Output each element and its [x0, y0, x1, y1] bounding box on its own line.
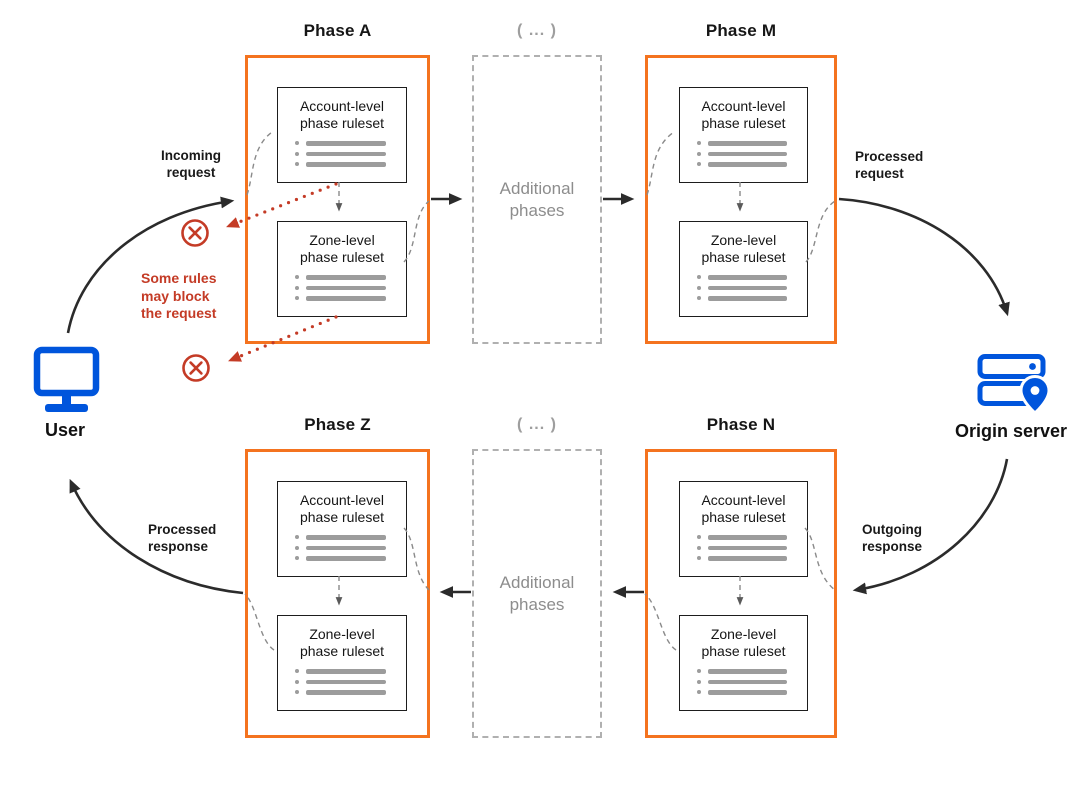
processed-request-label — [855, 148, 947, 182]
ruleset-title-line1: Account-level — [299, 492, 385, 508]
phase-n-box — [645, 449, 837, 738]
additional-phases-label: Additional phases — [499, 572, 575, 614]
rule-bar — [306, 546, 386, 551]
phase-z-title: Phase Z — [304, 415, 371, 434]
rule-bar — [306, 141, 386, 146]
rule-list — [278, 141, 406, 167]
rule-item — [697, 669, 787, 674]
ruleset-title-line1: Zone-level — [710, 626, 777, 642]
rule-list — [680, 275, 807, 301]
additional-phases-ellipsis-top: ( ... ) — [517, 22, 557, 39]
circle-x-icon — [183, 221, 208, 246]
bullet-icon — [295, 141, 299, 145]
bullet-icon — [697, 286, 701, 290]
rule-bar — [306, 162, 386, 167]
ruleset-title-line2: phase ruleset — [299, 115, 385, 131]
rule-item — [295, 690, 386, 695]
additional-phases-ellipsis-bottom: ( ... ) — [517, 416, 557, 433]
label-line: request — [166, 165, 216, 180]
rule-item — [697, 680, 787, 685]
phase-a-zone-ruleset-card — [277, 221, 407, 317]
phase-m-account-ruleset-card — [679, 87, 808, 183]
incoming-request-label — [152, 147, 230, 181]
phase-n-zone-ruleset-card — [679, 615, 808, 711]
bullet-icon — [697, 152, 701, 156]
ruleset-title-line2: phase ruleset — [299, 643, 385, 659]
bullet-icon — [697, 535, 701, 539]
rule-bar — [708, 690, 787, 695]
ruleset-title-line2: phase ruleset — [701, 509, 786, 525]
rule-item — [295, 162, 386, 167]
circle-x-icon — [184, 356, 209, 381]
bullet-icon — [697, 680, 701, 684]
rule-item — [697, 141, 787, 146]
bullet-icon — [295, 296, 299, 300]
ruleset-card-title — [278, 492, 406, 526]
rule-bar — [708, 556, 787, 561]
rule-bar — [708, 669, 787, 674]
bullet-icon — [697, 669, 701, 673]
bullet-icon — [697, 141, 701, 145]
bullet-icon — [697, 296, 701, 300]
processed-response-label — [148, 521, 240, 555]
label-line: Incoming — [161, 148, 221, 163]
rule-item — [295, 535, 386, 540]
phase-m-title: Phase M — [705, 21, 777, 40]
bullet-icon — [295, 546, 299, 550]
note-line: may block — [141, 287, 210, 304]
phase-a-account-ruleset-card — [277, 87, 407, 183]
rule-list — [278, 669, 406, 695]
rule-bar — [708, 141, 787, 146]
ruleset-title-line1: Zone-level — [309, 626, 375, 642]
rule-bar — [708, 275, 787, 280]
rule-item — [295, 152, 386, 157]
rule-item — [697, 152, 787, 157]
bullet-icon — [697, 275, 701, 279]
phase-n-title: Phase N — [706, 415, 776, 434]
note-line: the request — [141, 305, 217, 321]
label-line: Processed — [148, 522, 217, 537]
ruleset-title-line2: phase ruleset — [701, 643, 786, 659]
bullet-icon — [295, 275, 299, 279]
bullet-icon — [697, 546, 701, 550]
phase-z-zone-ruleset-card — [277, 615, 407, 711]
rule-list — [680, 535, 807, 561]
phase-m-box — [645, 55, 837, 344]
rule-bar — [708, 162, 787, 167]
phase-a-title: Phase A — [303, 21, 372, 40]
phase-m-zone-ruleset-card — [679, 221, 808, 317]
note-line: Some rules — [141, 270, 217, 286]
ruleset-title-line2: phase ruleset — [299, 509, 385, 525]
ruleset-card-title — [680, 232, 807, 266]
rule-list — [680, 669, 807, 695]
rule-bar — [306, 152, 386, 157]
processed-request-arrow — [839, 199, 1007, 313]
rule-bar — [708, 535, 787, 540]
rule-bar — [306, 275, 386, 280]
bullet-icon — [697, 162, 701, 166]
rule-bar — [306, 286, 386, 291]
phase-a-box — [245, 55, 430, 344]
rule-bar — [708, 152, 787, 157]
outgoing-response-label — [862, 521, 954, 555]
label-line: Processed — [855, 149, 924, 164]
ruleset-card-title — [680, 492, 807, 526]
rule-item — [697, 556, 787, 561]
bullet-icon — [295, 162, 299, 166]
rule-bar — [708, 680, 787, 685]
server-location-icon — [980, 357, 1049, 414]
rule-bar — [708, 546, 787, 551]
rule-bar — [306, 690, 386, 695]
bullet-icon — [697, 690, 701, 694]
ruleset-card-title — [278, 626, 406, 660]
label-line: Outgoing — [862, 522, 922, 537]
rule-list — [680, 141, 807, 167]
rule-bar — [306, 535, 386, 540]
bullet-icon — [295, 286, 299, 290]
bullet-icon — [295, 680, 299, 684]
rule-bar — [306, 556, 386, 561]
monitor-icon — [37, 350, 96, 412]
rule-item — [697, 690, 787, 695]
rule-item — [295, 556, 386, 561]
rule-item — [697, 162, 787, 167]
bullet-icon — [295, 535, 299, 539]
ruleset-title-line2: phase ruleset — [701, 249, 786, 265]
ruleset-title-line1: Zone-level — [710, 232, 777, 248]
label-line: response — [148, 539, 209, 554]
rule-bar — [306, 680, 386, 685]
ruleset-title-line1: Zone-level — [309, 232, 375, 248]
ruleset-title-line2: phase ruleset — [299, 249, 385, 265]
rule-item — [697, 275, 787, 280]
rule-item — [295, 680, 386, 685]
ruleset-card-title — [278, 232, 406, 266]
rule-bar — [306, 669, 386, 674]
label-line: request — [855, 166, 904, 181]
rule-item — [697, 286, 787, 291]
rule-item — [295, 275, 386, 280]
bullet-icon — [295, 556, 299, 560]
bullet-icon — [295, 669, 299, 673]
rule-item — [295, 141, 386, 146]
rule-bar — [306, 296, 386, 301]
ruleset-card-title — [680, 98, 807, 132]
rule-item — [295, 296, 386, 301]
rule-item — [697, 535, 787, 540]
rule-bar — [708, 296, 787, 301]
block-note — [141, 270, 233, 323]
ruleset-title-line1: Account-level — [299, 98, 385, 114]
rule-item — [697, 546, 787, 551]
rule-item — [295, 286, 386, 291]
rule-list — [278, 275, 406, 301]
ruleset-title-line1: Account-level — [701, 98, 786, 114]
additional-phases-box-top — [472, 55, 602, 344]
rule-item — [697, 296, 787, 301]
additional-phases-label: Additional phases — [499, 178, 575, 220]
ruleset-card-title — [680, 626, 807, 660]
phase-n-account-ruleset-card — [679, 481, 808, 577]
rule-list — [278, 535, 406, 561]
ruleset-title-line2: phase ruleset — [701, 115, 786, 131]
rule-item — [295, 669, 386, 674]
phase-z-account-ruleset-card — [277, 481, 407, 577]
origin-server-label: Origin server — [954, 421, 1068, 441]
rule-item — [295, 546, 386, 551]
bullet-icon — [295, 152, 299, 156]
label-line: response — [862, 539, 923, 554]
rule-bar — [708, 286, 787, 291]
phase-z-box — [245, 449, 430, 738]
additional-phases-box-bottom — [472, 449, 602, 738]
bullet-icon — [697, 556, 701, 560]
ruleset-card-title — [278, 98, 406, 132]
user-label: User — [44, 420, 86, 440]
bullet-icon — [295, 690, 299, 694]
ruleset-title-line1: Account-level — [701, 492, 786, 508]
